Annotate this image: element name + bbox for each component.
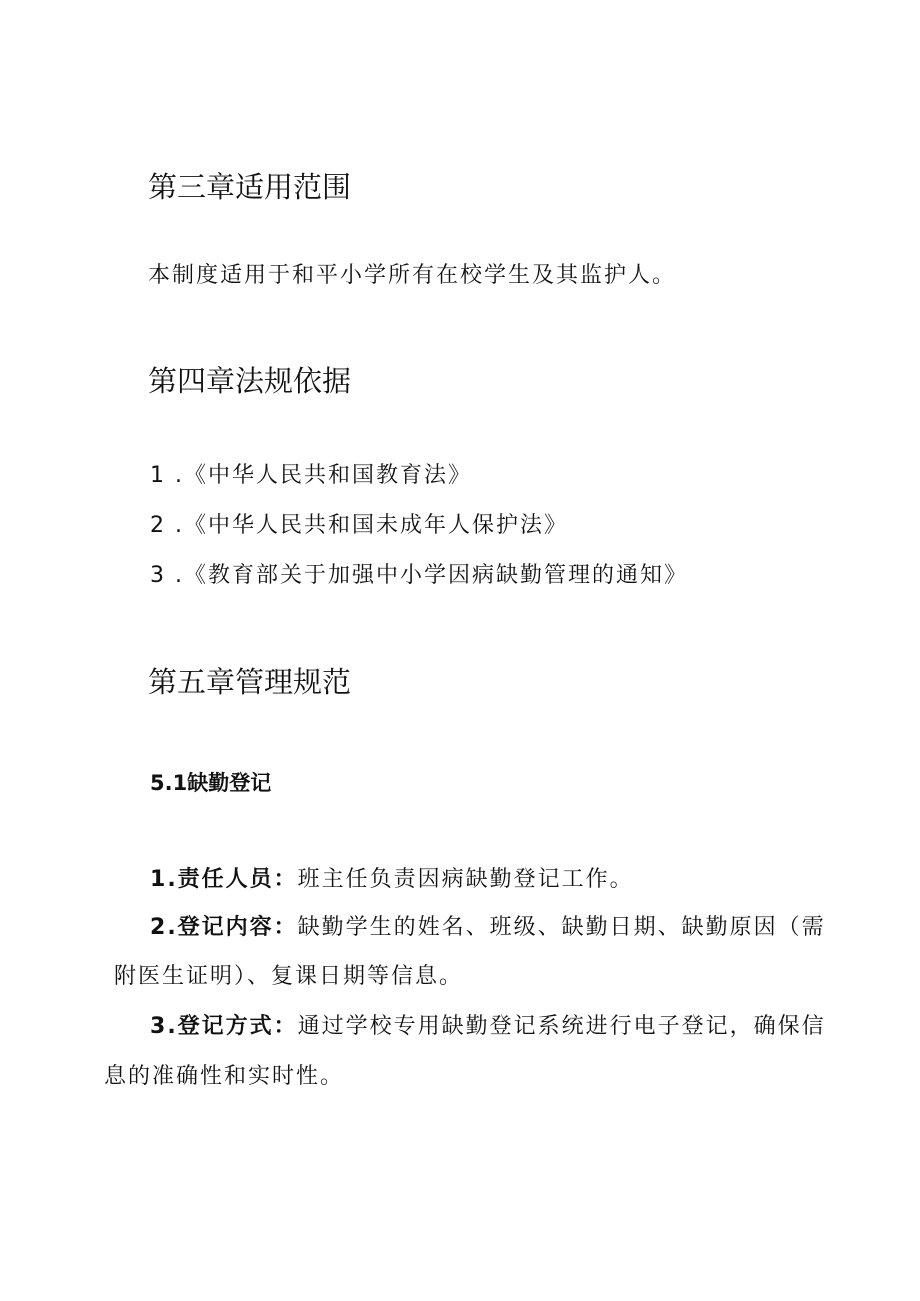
- registration-item-label: .登记内容：: [167, 915, 298, 940]
- chapter-3-title: 第三章适用范围: [148, 170, 352, 204]
- registration-item-2: [150, 917, 826, 939]
- regulation-item-text: .《中华人民共和国教育法》: [175, 463, 472, 488]
- chapter-3-text: 本制度适用于和平小学所有在校学生及其监护人。: [148, 263, 677, 288]
- chapter-4-title: 第四章法规依据: [148, 364, 352, 398]
- regulation-item-text: .《教育部关于加强中小学因病缺勤管理的通知》: [175, 563, 688, 588]
- registration-item-label: .登记方式：: [167, 1014, 298, 1039]
- regulation-item-1: [150, 465, 472, 487]
- section-5-1-title: 5.1缺勤登记: [150, 771, 272, 795]
- regulation-item-3: [150, 565, 688, 587]
- registration-item-text: 通过学校专用缺勤登记系统进行电子登记，确保信: [297, 1014, 826, 1039]
- regulation-item-number: 2: [150, 513, 166, 538]
- regulation-item-2: [150, 515, 568, 537]
- registration-item-label: .责任人员：: [167, 867, 298, 892]
- regulation-item-text: .《中华人民共和国未成年人保护法》: [175, 513, 568, 538]
- registration-item-text: 缺勤学生的姓名、班级、缺勤日期、缺勤原因（需: [297, 915, 826, 940]
- registration-item-number: 3: [150, 1014, 168, 1039]
- registration-item-number: 1: [150, 867, 168, 892]
- registration-item-2-continuation: 附医生证明）、复课日期等信息。: [114, 964, 464, 989]
- registration-item-text: 班主任负责因病缺勤登记工作。: [297, 867, 634, 892]
- regulation-item-number: 1: [150, 463, 166, 488]
- regulation-item-number: 3: [150, 563, 166, 588]
- registration-item-number: 2: [150, 915, 168, 940]
- registration-item-1: [150, 869, 634, 891]
- chapter-5-title: 第五章管理规范: [148, 665, 352, 699]
- registration-item-3: [150, 1016, 826, 1038]
- registration-item-3-continuation: 息的准确性和实时性。: [104, 1064, 345, 1089]
